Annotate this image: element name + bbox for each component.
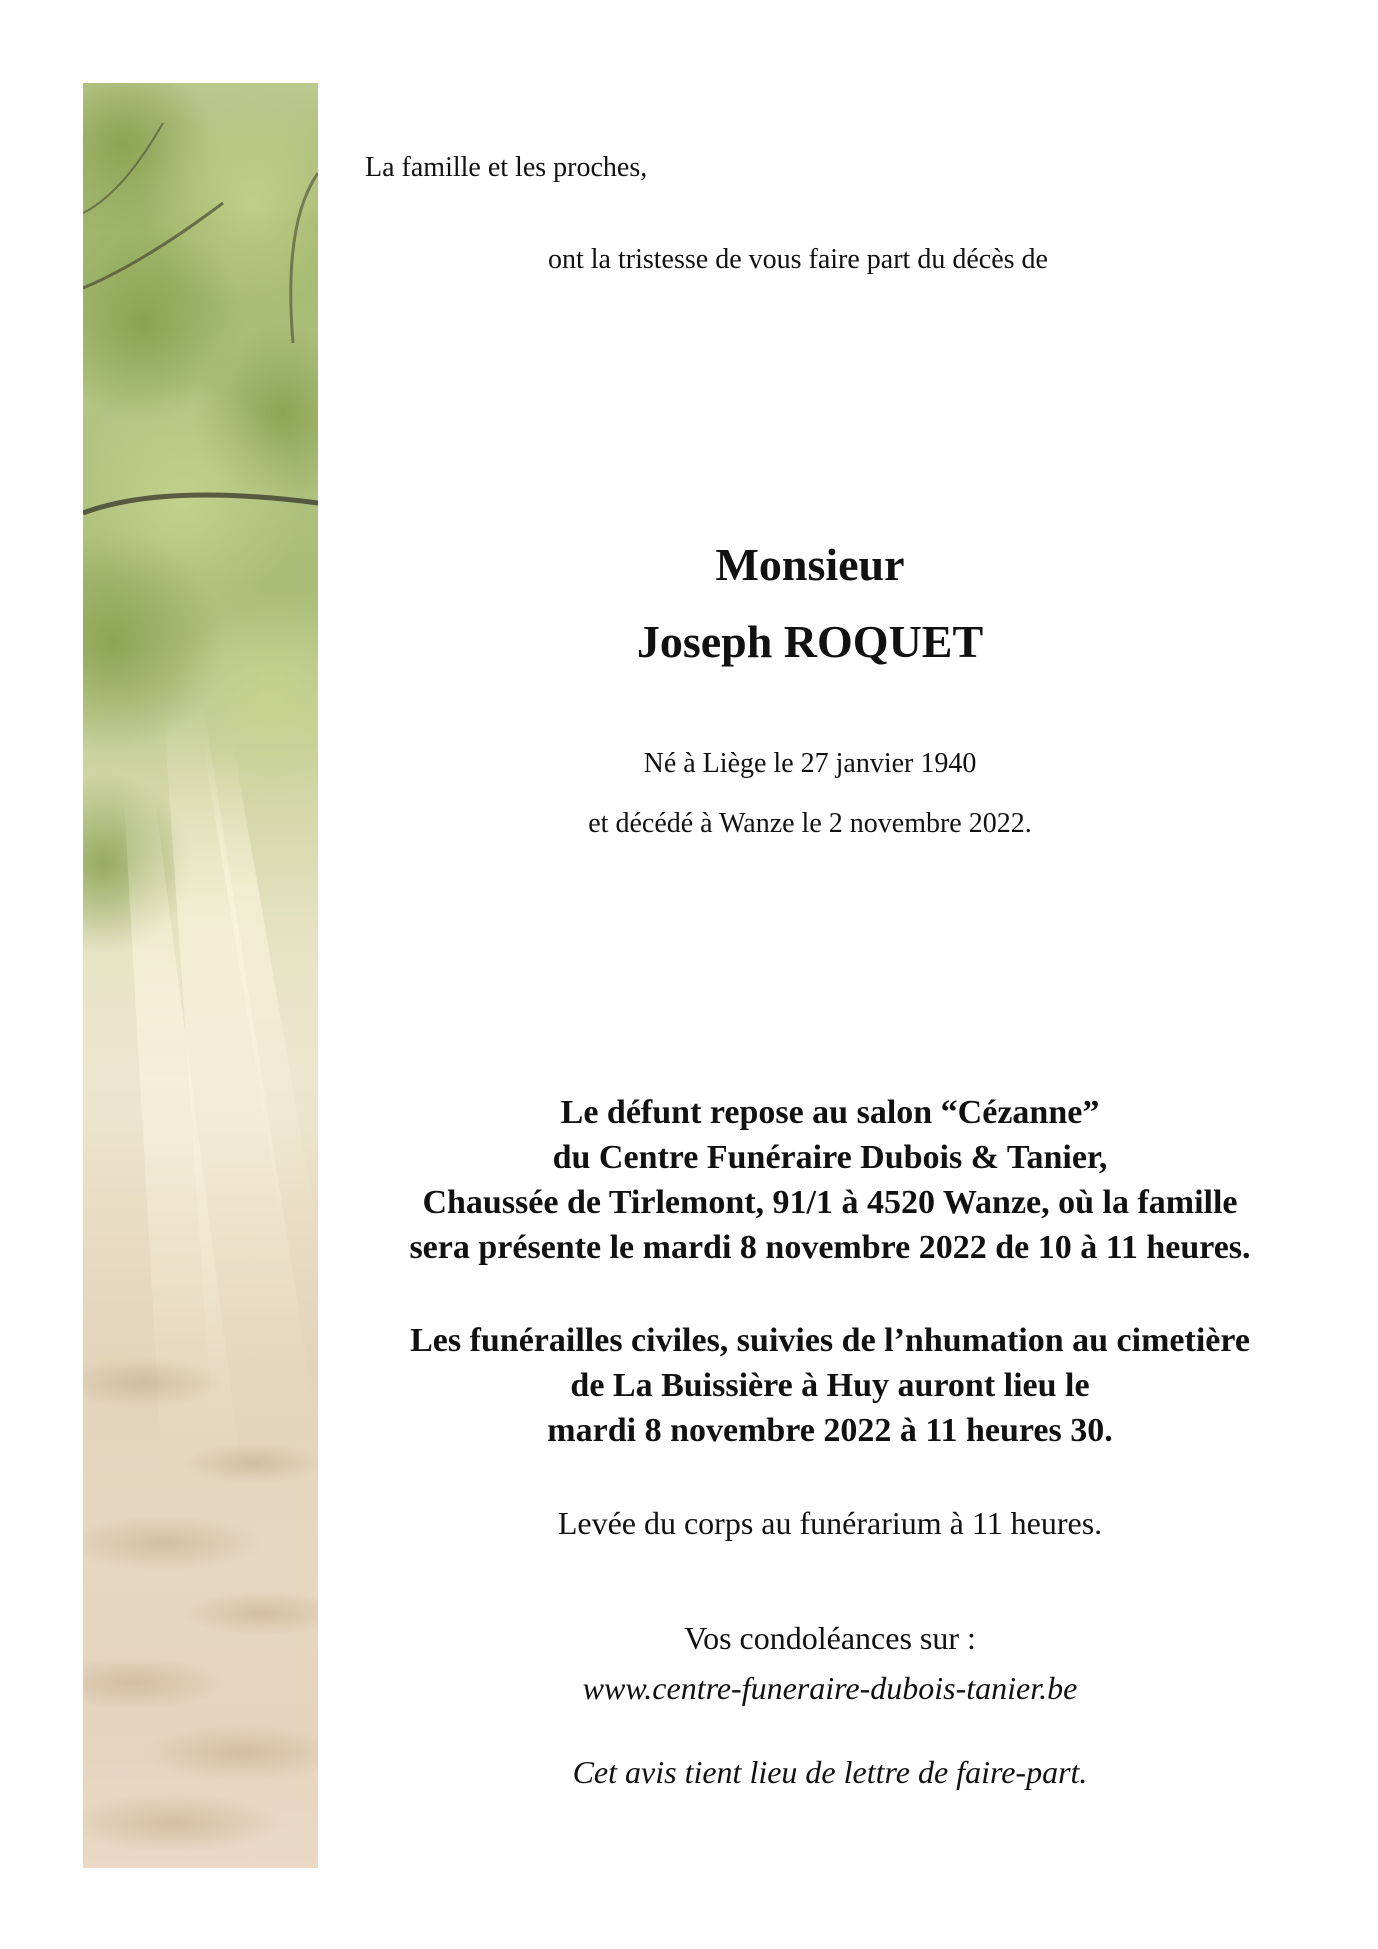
visitation-line: du Centre Funéraire Dubois & Tanier, — [552, 1139, 1108, 1176]
visitation-line: Le défunt repose au salon “Cézanne” — [560, 1094, 1100, 1131]
deceased-name: Joseph ROQUET — [636, 616, 984, 667]
funeral-line: mardi 8 novembre 2022 à 11 heures 30. — [547, 1412, 1113, 1449]
forest-path-image — [83, 83, 318, 1868]
levee-line: Levée du corps au funérarium à 11 heures. — [557, 1505, 1103, 1541]
death-line: et décédé à Wanze le 2 novembre 2022. — [588, 808, 1032, 839]
honorific: Monsieur — [715, 539, 905, 590]
visitation-line: Chaussée de Tirlemont, 91/1 à 4520 Wanze, où la famille — [422, 1184, 1238, 1221]
condolences-label: Vos condoléances sur : — [684, 1620, 976, 1656]
visitation-line: sera présente le mardi 8 novembre 2022 de 10 à 11 heures. — [409, 1229, 1251, 1266]
funeral-line: Les funérailles civiles, suivies de l’nhumation au cimetière — [410, 1322, 1250, 1359]
website-link[interactable]: www.centre-funeraire-dubois-tanier.be — [582, 1670, 1078, 1706]
intro-line: La famille et les proches, — [365, 152, 648, 183]
birth-line: Né à Liège le 27 janvier 1940 — [643, 748, 977, 779]
funeral-line: de La Buissière à Huy auront lieu le — [570, 1367, 1090, 1404]
closing-note: Cet avis tient lieu de lettre de faire-part. — [572, 1754, 1088, 1790]
forest-path-illustration — [83, 83, 318, 1868]
announcement-line: ont la tristesse de vous faire part du décès de — [548, 244, 1048, 275]
